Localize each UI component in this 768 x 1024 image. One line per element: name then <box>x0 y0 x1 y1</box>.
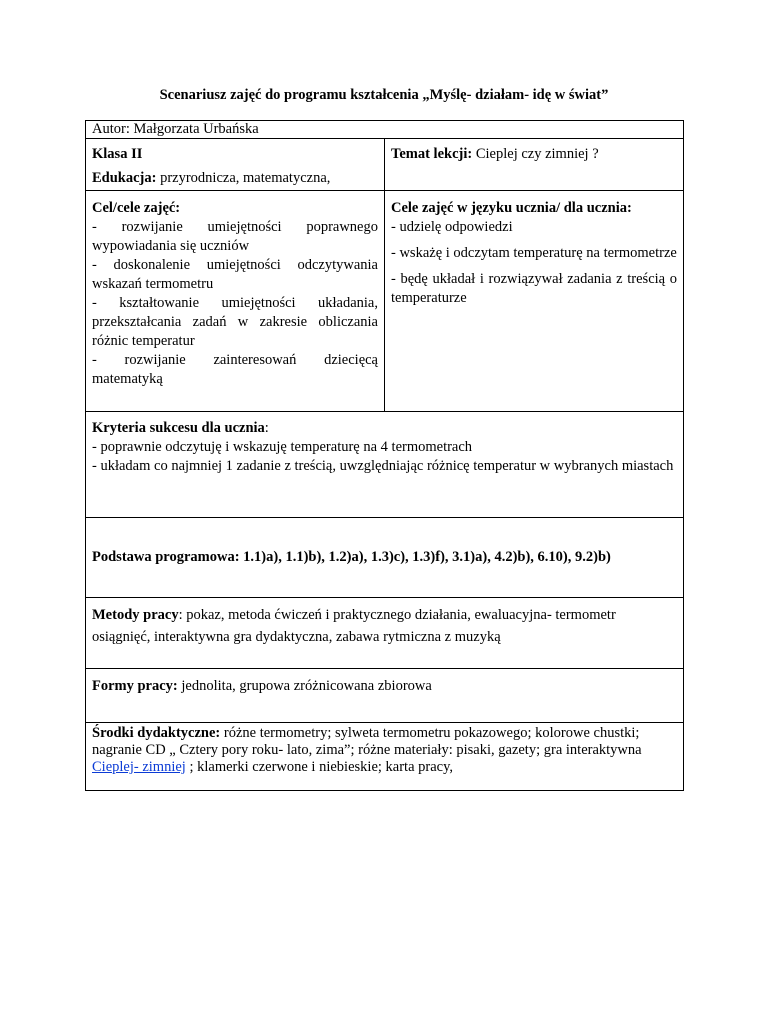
goals-row <box>86 191 684 412</box>
criteria-colon: : <box>264 420 269 436</box>
materials-value: różne termometry; sylweta termometru pokazowego; kolorowe chustki; nagranie CD „ Cztery pory roku- lato, zima”; różne materiały: pisaki, gazety; gra interaktywna <box>92 725 642 758</box>
class-topic-row <box>86 139 684 191</box>
criteria-item: - układam co najmniej 1 zadanie z treścią, uwzględniając różnicę temperatur w wybranych miastach <box>92 458 674 474</box>
goal-item: - rozwijanie zainteresowań dziecięcą matematyką <box>92 352 378 387</box>
methods-value: : pokaz, metoda ćwiczeń i praktycznego działania, ewaluacyjna- termometr osiągnięć, interaktywna gra dydaktyczna, zabawa rytmiczna z muzyką <box>92 607 616 645</box>
edukacja-value: przyrodnicza, matematyczna, <box>156 170 331 186</box>
methods-label: Metody pracy <box>92 607 179 623</box>
core-curriculum-row <box>86 518 684 598</box>
criteria-label: Kryteria sukcesu dla ucznia <box>92 420 265 436</box>
student-goals-cell <box>385 191 684 412</box>
game-link[interactable]: Cieplej- zimniej <box>92 759 186 775</box>
core-curriculum-cell <box>86 518 684 598</box>
student-goal-item: - będę układał i rozwiązywał zadania z treścią o temperaturze <box>391 271 678 306</box>
criteria-row <box>86 412 684 518</box>
goal-item: - doskonalenie umiejętności odczytywania wskazań termometru <box>92 257 378 292</box>
topic-value: Cieplej czy zimniej ? <box>472 146 599 162</box>
forms-value: jednolita, grupowa zróżnicowana zbiorowa <box>177 678 432 694</box>
document-title: Scenariusz zajęć do programu kształcenia „Myślę- działam- idę w świat” <box>159 87 609 103</box>
core-curriculum-value: 1.1)a), 1.1)b), 1.2)a), 1.3)c), 1.3)f), 3.1)a), 4.2)b), 6.10), 9.2)b) <box>239 549 611 565</box>
author-cell: Autor: Małgorzata Urbańska <box>86 121 684 139</box>
materials-row <box>86 723 684 791</box>
student-goal-item: - udzielę odpowiedzi <box>391 219 513 235</box>
forms-cell <box>86 669 684 723</box>
goals-cell <box>86 191 385 412</box>
criteria-cell <box>86 412 684 518</box>
forms-label: Formy pracy: <box>92 678 178 694</box>
methods-cell <box>86 598 684 669</box>
edukacja-label: Edukacja: <box>92 170 157 186</box>
author-row <box>86 121 684 139</box>
goal-item: - rozwijanie umiejętności poprawnego wypowiadania się uczniów <box>92 219 378 254</box>
class-cell <box>86 139 385 191</box>
student-goal-item: - wskażę i odczytam temperaturę na termometrze <box>391 245 677 261</box>
goals-label: Cel/cele zajęć: <box>92 200 181 216</box>
criteria-item: - poprawnie odczytuję i wskazuję temperaturę na 4 termometrach <box>92 439 473 455</box>
materials-label: Środki dydaktyczne: <box>92 725 221 741</box>
forms-row <box>86 669 684 723</box>
materials-cell <box>86 723 684 791</box>
core-curriculum-label: Podstawa programowa: <box>92 549 240 565</box>
topic-label: Temat lekcji: <box>391 146 473 162</box>
goal-item: - kształtowanie umiejętności układania, przekształcania zadań w zakresie obliczania różnic temperatur <box>92 295 378 349</box>
student-goals-label: Cele zajęć w języku ucznia/ dla ucznia: <box>391 200 632 216</box>
materials-value-end: ; klamerki czerwone i niebieskie; karta pracy, <box>185 759 454 775</box>
class-label: Klasa II <box>92 146 143 162</box>
lesson-table <box>85 120 684 791</box>
methods-row <box>86 598 684 669</box>
topic-cell <box>385 139 684 191</box>
